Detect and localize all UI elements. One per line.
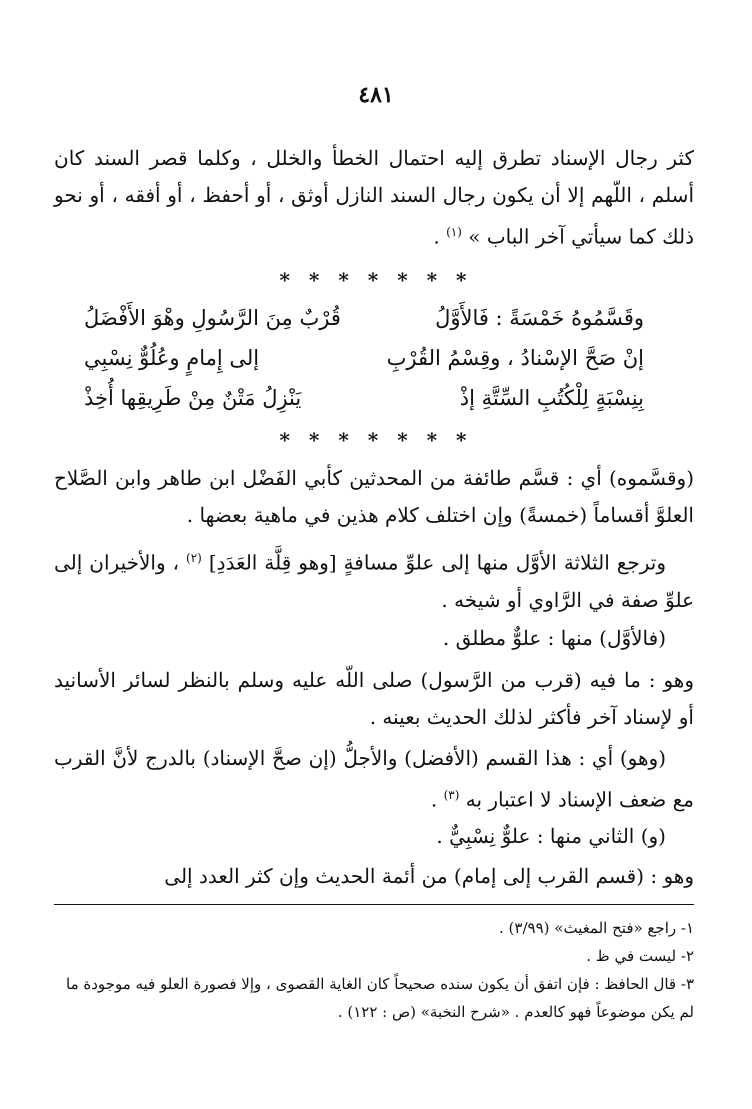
paragraph-2-end: ، والأخيران إلى علوِّ صفة في الرَّاوي أو شيخه .	[54, 550, 694, 612]
paragraph-2	[54, 540, 694, 619]
footnote-separator	[54, 904, 694, 905]
stars-divider-top: * * * * * * *	[279, 268, 473, 292]
footnote-ref-1: (١)	[446, 225, 462, 239]
paragraph-4: وهو : ما فيه (قرب من الرَّسول) صلى اللّه عليه وسلم بالنظر لسائر الأسانيد أو لإسناد آخر فأكثر لذلك الحديث بعينه .	[54, 668, 694, 729]
top-paragraph-end: .	[433, 224, 447, 249]
paragraph-2-text: وترجع الثلاثة الأوَّل منها إلى علوِّ مسافةٍ [وهو قِلَّة العَدَدِ]	[208, 550, 666, 575]
page-number: ٤٨١	[358, 82, 394, 108]
paragraph-7: وهو : (قسم القرب إلى إمام) من أئمة الحديث وإن كثر العدد إلى	[164, 864, 694, 888]
footnote-ref-3: (٣)	[443, 788, 460, 802]
verse-line-2	[84, 338, 644, 378]
footnote-1: ١- راجع «فتح المغيث» (٣/٩٩) .	[499, 919, 694, 937]
top-paragraph	[54, 140, 694, 256]
verse-line-1	[84, 298, 644, 338]
footnote-3: ٣- قال الحافظ : فإن اتفق أن يكون سنده صحيحاً كان الغاية القصوى ، وإلا فصورة العلو فيه موجودة ما لم يكن موضوعاً فهو كالعدم . «شرح النخبة» (ص : ١٢٢) .	[66, 975, 694, 1021]
paragraph-5-text: (وهو) أي : هذا القسم (الأفضل) والأجلُّ (إن صحَّ الإسناد) بالدرج لأنَّ القرب مع ضعف الإسناد لا اعتبار به	[54, 746, 694, 812]
verse-1-second-hemistich: قُرْبٌ مِنَ الرَّسُولِ وهْوَ الأَفْضَلُ	[84, 306, 341, 330]
verse-1-first-hemistich: وقَسَّمُوهُ خَمْسَةً : فَالأَوَّلُ	[435, 306, 644, 330]
paragraph-5	[54, 740, 694, 819]
footnote-ref-2: (٢)	[186, 551, 202, 565]
paragraph-6: (و) الثاني منها : علوٌّ نِسْبِيٌّ .	[436, 824, 666, 848]
verse-line-3	[84, 378, 644, 418]
verse-3-first-hemistich: بِنِسْبَةٍ لِلْكُتُبِ السِّتَّةِ إذْ	[459, 386, 644, 410]
paragraph-1: (وقسَّموه) أي : قسَّم طائفة من المحدثين كأبي الفَضْل ابن طاهر وابن الصَّلاح العلوَّ أقساماً (خمسةً) وإن اختلف كلام هذين في ماهية بعضها .	[54, 466, 694, 527]
stars-divider-bottom: * * * * * * *	[279, 428, 473, 452]
verse-2-first-hemistich: إنْ صَحَّ الإسْنادُ ، وقِسْمُ القُرْبِ	[386, 346, 644, 370]
paragraph-5-end: .	[430, 787, 444, 812]
footnote-2: ٢- ليست في ظ .	[586, 947, 694, 965]
paragraph-3: (فالأوَّل) منها : علوٌّ مطلق .	[442, 626, 666, 650]
verse-3-second-hemistich: يَنْزِلُ مَتْنٌ مِنْ طَرِيقِها أُخِذْ	[84, 386, 302, 410]
verse-2-second-hemistich: إلى إِمامٍ وعُلُوٌّ نِسْبِي	[84, 346, 260, 370]
top-paragraph-text: كثر رجال الإسناد تطرق إليه احتمال الخطأ والخلل ، وكلما قصر السند كان أسلم ، اللّهم إلا أن يكون رجال السند النازل أوثق ، أو أحفظ ، أو أفقه ، أو نحو ذلك كما سيأتي آخر الباب »	[54, 146, 694, 249]
